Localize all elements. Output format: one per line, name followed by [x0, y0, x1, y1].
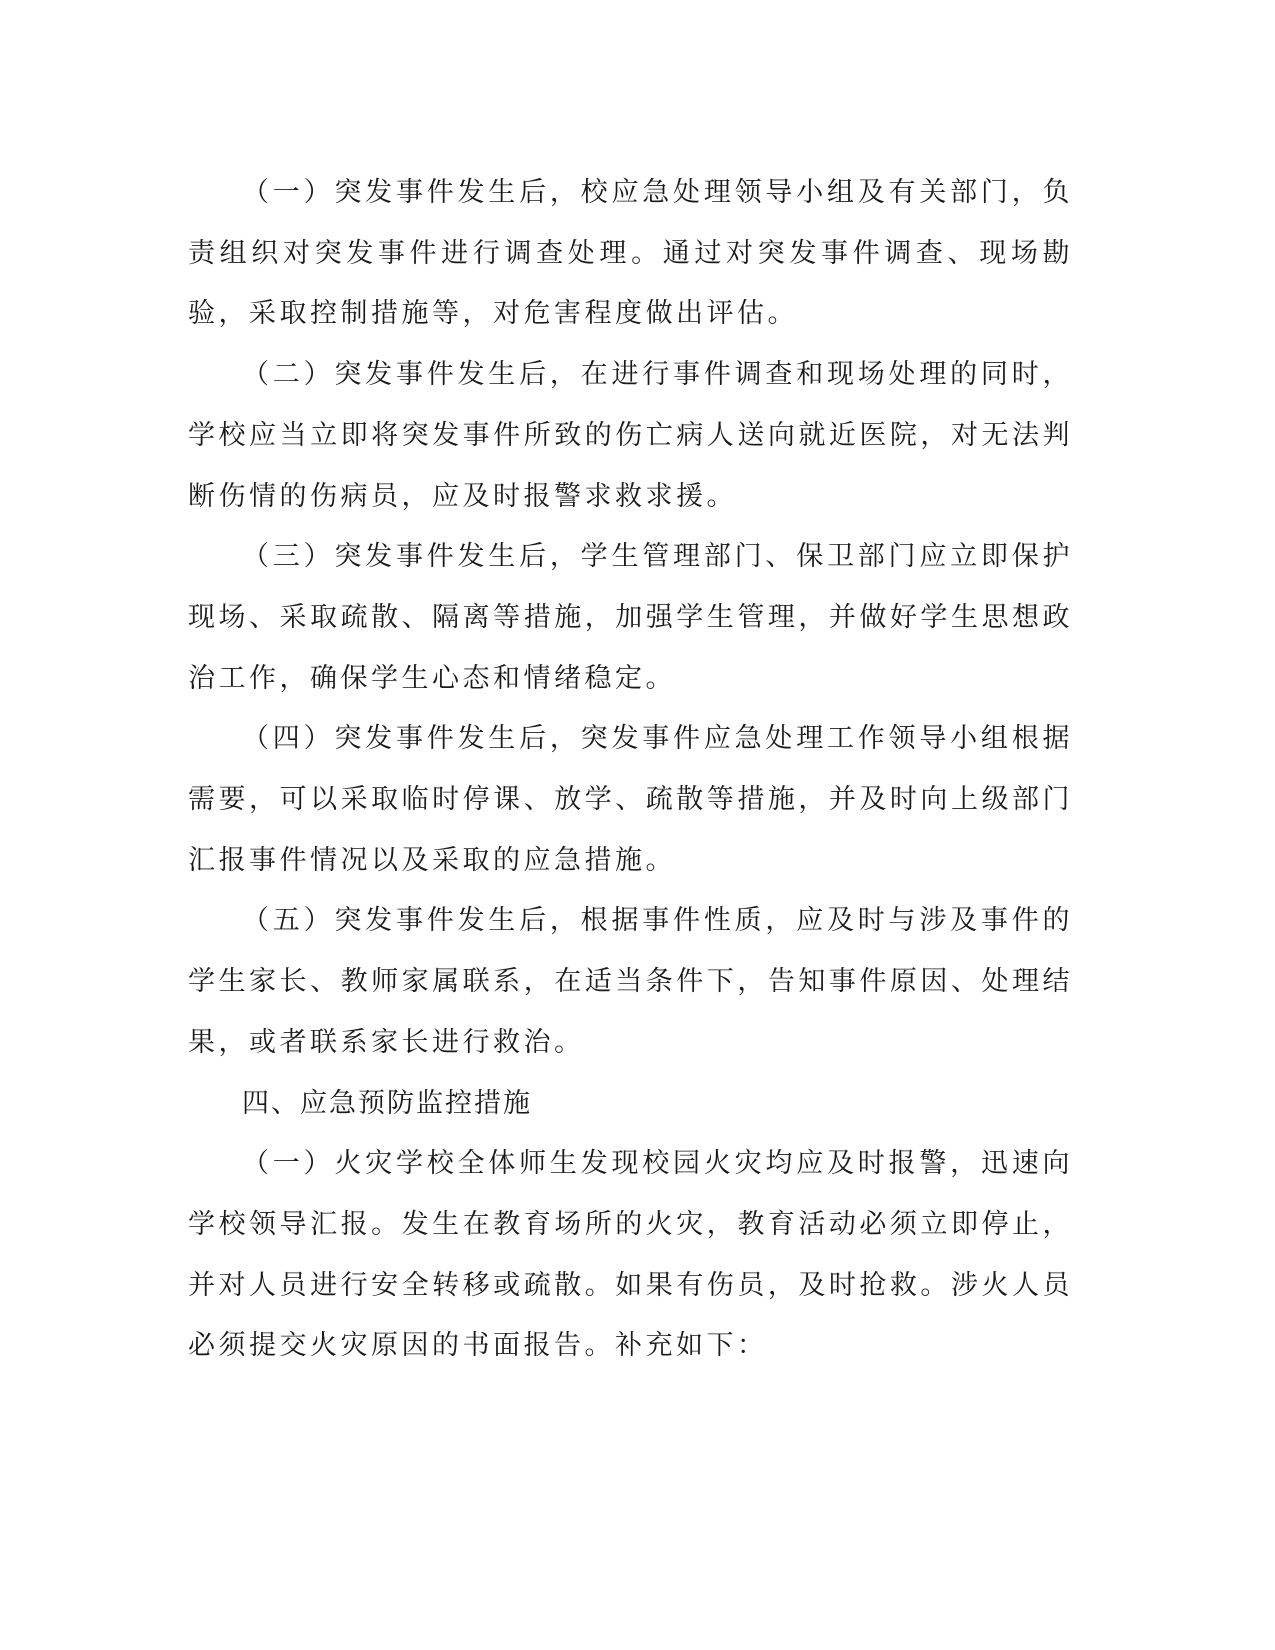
paragraph-site-protection: （三）突发事件发生后，学生管理部门、保卫部门应立即保护现场、采取疏散、隔离等措施，加强学生管理，并做好学生思想政治工作，确保学生心态和情绪稳定。 — [188, 541, 1073, 694]
paragraph-class-suspension: （四）突发事件发生后，突发事件应急处理工作领导小组根据需要，可以采取临时停课、放学、疏散等措施，并及时向上级部门汇报事件情况以及采取的应急措施。 — [188, 723, 1073, 876]
document-body — [188, 163, 1073, 1377]
paragraph-fire-response: （一）火灾学校全体师生发现校园火灾均应及时报警，迅速向学校领导汇报。发生在教育场所的火灾，教育活动必须立即停止，并对人员进行安全转移或疏散。如果有伤员，及时抢救。涉火人员必须提交火灾原因的书面报告。补充如下： — [188, 1148, 1073, 1362]
paragraph-emergency-investigation: （一）突发事件发生后，校应急处理领导小组及有关部门，负责组织对突发事件进行调查处理。通过对突发事件调查、现场勘验，采取控制措施等，对危害程度做出评估。 — [188, 177, 1073, 330]
section-heading: 四、应急预防监控措施 — [242, 1087, 532, 1119]
paragraph-family-contact: （五）突发事件发生后，根据事件性质，应及时与涉及事件的学生家长、教师家属联系，在适当条件下，告知事件原因、处理结果，或者联系家长进行救治。 — [188, 905, 1073, 1058]
paragraph-casualty-transfer: （二）突发事件发生后，在进行事件调查和现场处理的同时，学校应当立即将突发事件所致的伤亡病人送向就近医院，对无法判断伤情的伤病员，应及时报警求救求援。 — [188, 359, 1073, 512]
